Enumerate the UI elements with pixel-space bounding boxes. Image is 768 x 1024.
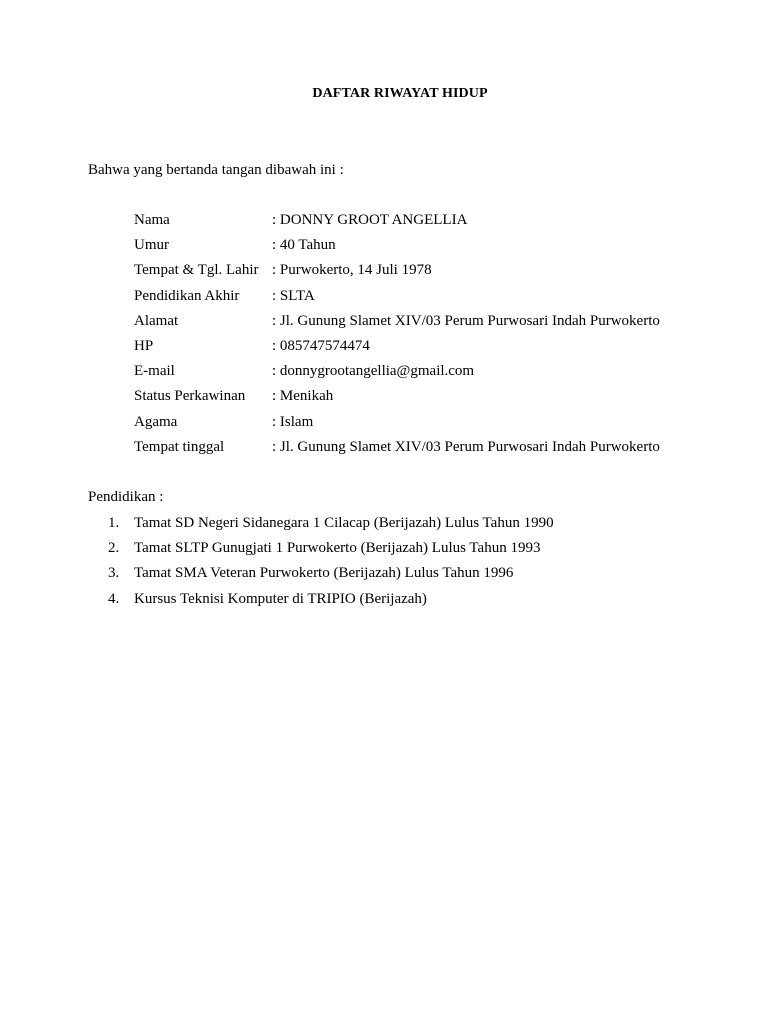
- bio-label: Status Perkawinan: [134, 388, 246, 405]
- bio-label: Agama: [134, 413, 178, 430]
- bio-label: Nama: [134, 212, 170, 228]
- list-item-number: 3.: [108, 565, 120, 582]
- bio-value: : Purwokerto, 14 Juli 1978: [272, 262, 432, 279]
- bio-label: Pendidikan Akhir: [134, 287, 240, 304]
- bio-value: : donnygrootangellia@gmail.com: [272, 363, 475, 380]
- education-heading: Pendidikan :: [88, 489, 164, 505]
- bio-row-tempat-tgl-lahir: [134, 260, 660, 285]
- list-item: [108, 513, 554, 538]
- bio-value: : SLTA: [272, 287, 315, 304]
- bio-row-pendidikan-akhir: [134, 286, 660, 311]
- list-item: [108, 589, 554, 614]
- bio-row-agama: [134, 412, 660, 437]
- bio-label: E-mail: [134, 363, 175, 380]
- bio-value: : 40 Tahun: [272, 237, 336, 254]
- bio-value: : Menikah: [272, 388, 334, 405]
- bio-row-status-perkawinan: [134, 386, 660, 411]
- bio-value: : Jl. Gunung Slamet XIV/03 Perum Purwosari Indah Purwokerto: [272, 312, 660, 329]
- bio-row-hp: [134, 336, 660, 361]
- list-item-number: 1.: [108, 515, 120, 531]
- bio-row-tempat-tinggal: [134, 437, 660, 462]
- bio-row-umur: [134, 235, 660, 260]
- list-item-number: 4.: [108, 590, 120, 607]
- bio-value: : Jl. Gunung Slamet XIV/03 Perum Purwosari Indah Purwokerto: [272, 438, 660, 455]
- list-item: [108, 538, 554, 563]
- bio-value: : DONNY GROOT ANGELLIA: [272, 212, 468, 228]
- intro-text: Bahwa yang bertanda tangan dibawah ini :: [88, 162, 344, 178]
- bio-value: : Islam: [272, 413, 314, 430]
- list-item-text: Tamat SLTP Gunugjati 1 Purwokerto (Berijazah) Lulus Tahun 1993: [134, 540, 541, 557]
- education-list: [108, 513, 554, 614]
- bio-label: Tempat & Tgl. Lahir: [134, 262, 259, 279]
- list-item: [108, 563, 554, 588]
- list-item-text: Tamat SMA Veteran Purwokerto (Berijazah) Lulus Tahun 1996: [134, 565, 514, 582]
- list-item-text: Tamat SD Negeri Sidanegara 1 Cilacap (Berijazah) Lulus Tahun 1990: [134, 515, 554, 531]
- list-item-text: Kursus Teknisi Komputer di TRIPIO (Berijazah): [134, 590, 427, 607]
- document-title: DAFTAR RIWAYAT HIDUP: [312, 86, 488, 101]
- bio-row-alamat: [134, 311, 660, 336]
- bio-row-email: [134, 361, 660, 386]
- bio-label: HP: [134, 337, 154, 354]
- bio-row-nama: [134, 210, 660, 235]
- bio-value: : 085747574474: [272, 337, 370, 354]
- bio-label: Tempat tinggal: [134, 438, 225, 455]
- bio-table: [134, 210, 660, 462]
- bio-label: Alamat: [134, 312, 179, 329]
- bio-label: Umur: [134, 237, 169, 254]
- list-item-number: 2.: [108, 540, 120, 557]
